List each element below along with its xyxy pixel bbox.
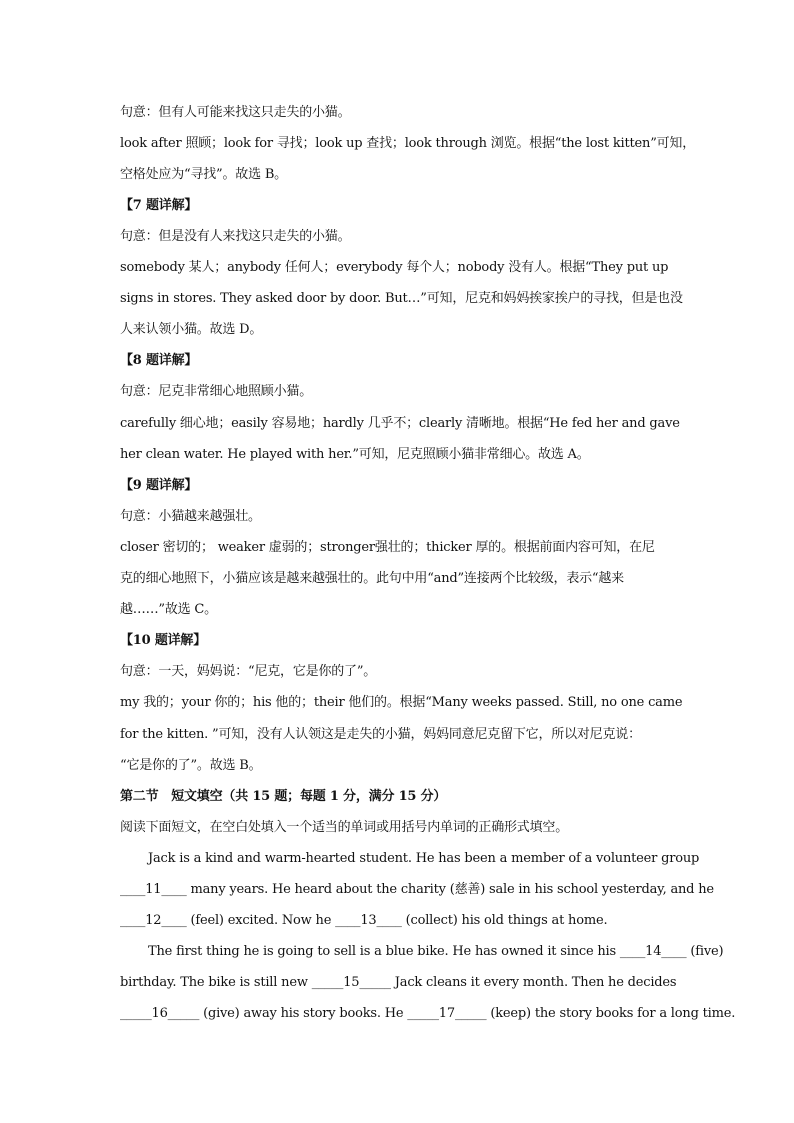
passage-line (148, 943, 723, 961)
q10-explanation-line: my 我的；your 你的；his 他的；their 他们的。根据“Many weeks passed. Still, no one came (120, 695, 683, 710)
q9-meaning: 句意：小猫越来越强壮。 (120, 509, 261, 524)
q10-heading: 【10 题详解】 (120, 633, 207, 648)
q10-meaning: 句意：一天，妈妈说：“尼克，它是你的了”。 (120, 664, 377, 679)
passage-line (120, 974, 676, 992)
q8-meaning: 句意：尼克非常细心地照顾小猫。 (120, 384, 313, 399)
passage-text: The first thing he is going to sell is a blue bike. He has owned it since his (148, 944, 620, 959)
blank-14: ____14____ (619, 944, 687, 959)
blank-13: ____13____ (335, 913, 402, 928)
q7-meaning: 句意：但是没有人来找这只走失的小猫。 (120, 229, 351, 244)
blank-16: _____16_____ (120, 1006, 200, 1021)
q7-explanation-line: signs in stores. They asked door by door. But…”可知，尼克和妈妈挨家挨户的寻找，但是也没 (120, 291, 683, 306)
q9-explanation-line: 克的细心地照下，小猫应该是越来越强壮的。此句中用“and”连接两个比较级，表示“越来 (120, 571, 624, 586)
q10-explanation-line: “它是你的了”。故选 B。 (120, 758, 262, 773)
q6-explanation-line: 空格处应为“寻找”。故选 B。 (120, 167, 287, 182)
passage-text: many years. He heard about the charity (慈善) sale in his school yesterday, and he (186, 882, 714, 897)
passage-text: (feel) excited. Now he (186, 913, 336, 928)
passage-line (120, 912, 607, 930)
passage-text: (collect) his old things at home. (401, 913, 608, 928)
q7-heading: 【7 题详解】 (120, 198, 198, 213)
passage-text: (five) (686, 944, 724, 959)
blank-15: _____15_____ (311, 975, 391, 990)
passage-line (120, 1005, 735, 1023)
passage-text: birthday. The bike is still new (120, 975, 312, 990)
q6-explanation-line: look after 照顾；look for 寻找；look up 查找；look through 浏览。根据“the lost kitten”可知， (120, 136, 696, 151)
q7-explanation-line: somebody 某人；anybody 任何人；everybody 每个人；nobody 没有人。根据“They put up (120, 260, 669, 275)
section-instruction: 阅读下面短文，在空白处填入一个适当的单词或用括号内单词的正确形式填空。 (120, 820, 569, 835)
q7-explanation-line: 人来认领小猫。故选 D。 (120, 322, 263, 337)
q9-explanation-line: closer 密切的； weaker 虚弱的；stronger强壮的；thicker 厚的。根据前面内容可知，在尼 (120, 540, 655, 555)
passage-text: (give) away his story books. He (199, 1006, 408, 1021)
blank-12: ____12____ (120, 913, 187, 928)
q8-explanation-line: her clean water. He played with her.”可知，尼克照顾小猫非常细心。故选 A。 (120, 447, 590, 462)
blank-11: ____11____ (120, 882, 187, 897)
blank-17: _____17_____ (407, 1006, 487, 1021)
q9-heading: 【9 题详解】 (120, 478, 198, 493)
section-title: 第二节 短文填空（共 15 题；每题 1 分，满分 15 分） (120, 789, 447, 804)
q9-explanation-line: 越……”故选 C。 (120, 602, 217, 617)
q6-meaning: 句意：但有人可能来找这只走失的小猫。 (120, 105, 351, 120)
q10-explanation-line: for the kitten. ”可知，没有人认领这是走失的小猫，妈妈同意尼克留下它，所以对尼克说： (120, 727, 641, 742)
q8-heading: 【8 题详解】 (120, 353, 198, 368)
passage-line (120, 881, 714, 899)
passage-text: Jack cleans it every month. Then he decides (390, 975, 677, 990)
passage-line: Jack is a kind and warm-hearted student. He has been a member of a volunteer group (148, 851, 700, 866)
q8-explanation-line: carefully 细心地；easily 容易地；hardly 几乎不；clearly 清晰地。根据“He fed her and gave (120, 416, 680, 431)
passage-text: (keep) the story books for a long time. (486, 1006, 736, 1021)
